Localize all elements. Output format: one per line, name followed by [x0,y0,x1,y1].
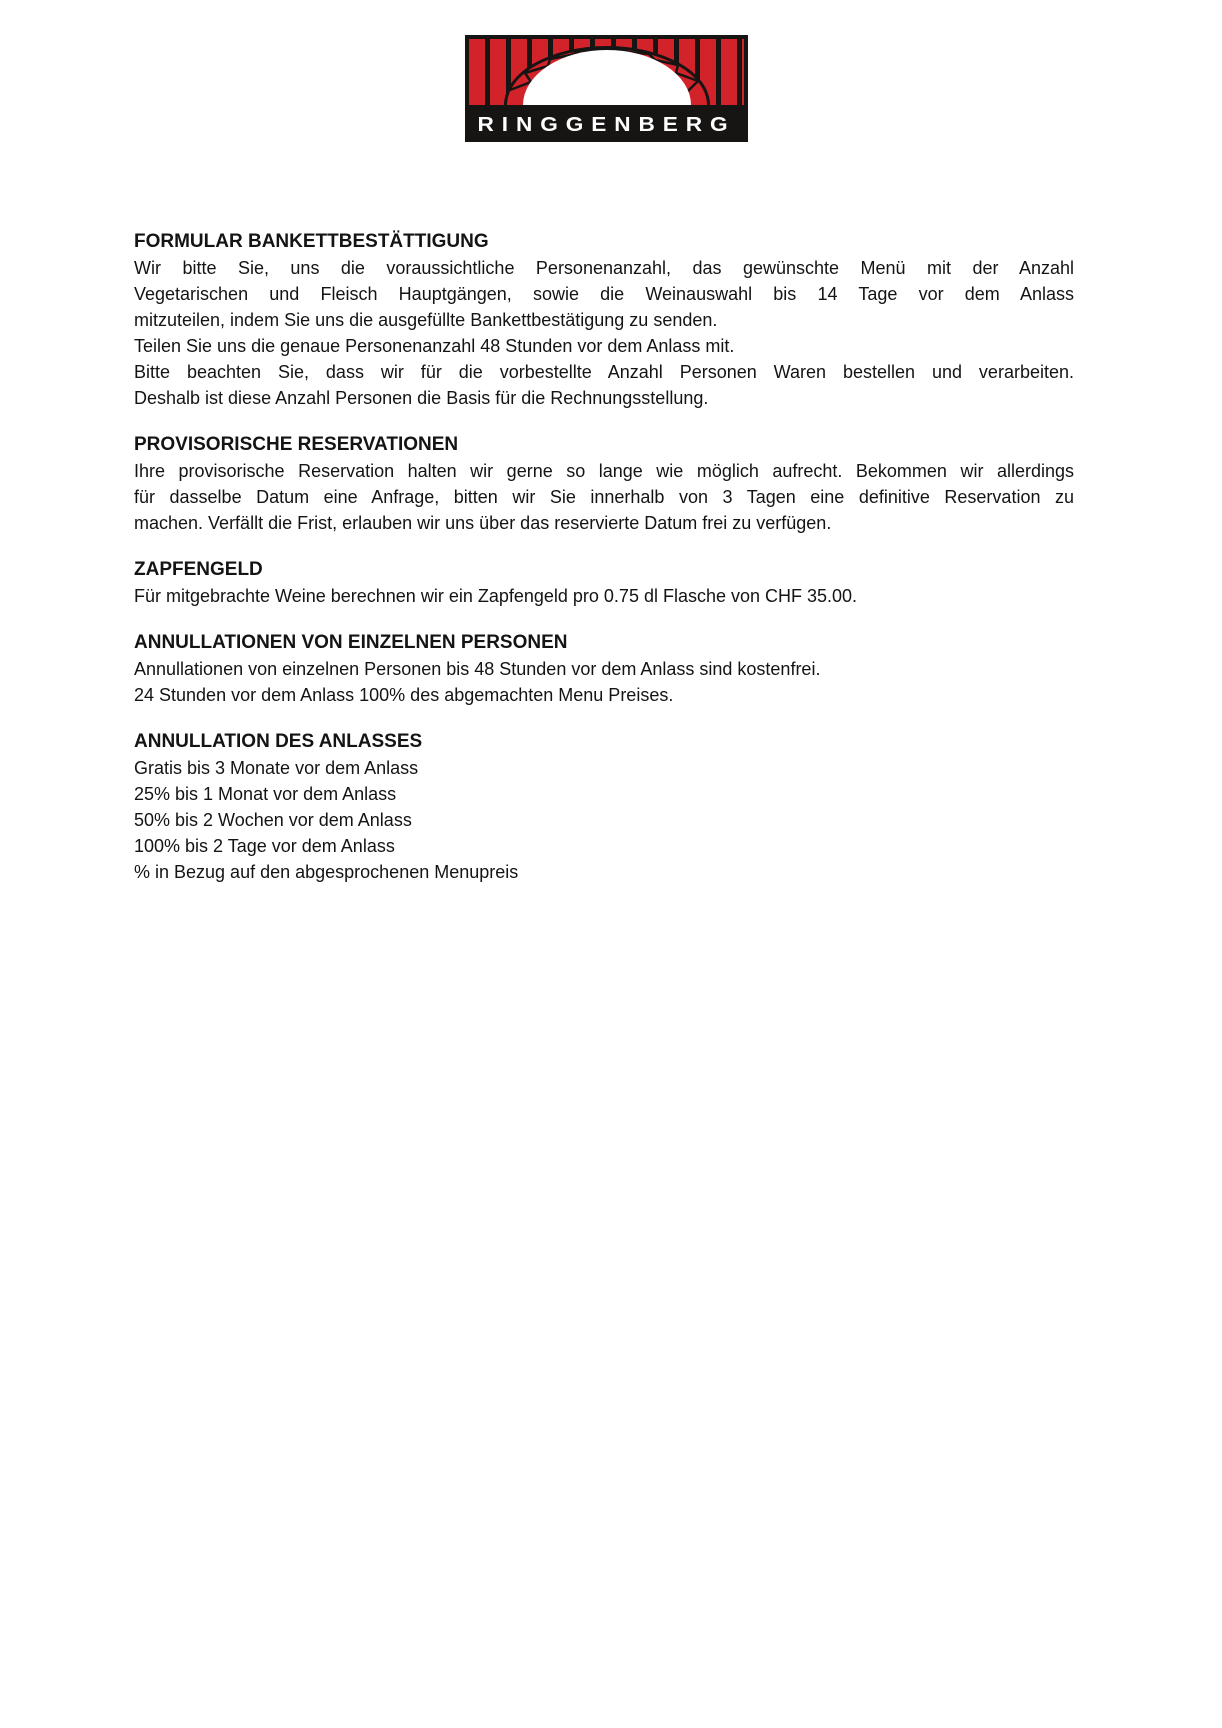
text-line: 100% bis 2 Tage vor dem Anlass [134,836,395,856]
section-zapfengeld [134,557,1074,609]
text-line: Teilen Sie uns die genaue Personenanzahl 48 Stunden vor dem Anlass mit. [134,336,735,356]
text-line: Annullationen von einzelnen Personen bis 48 Stunden vor dem Anlass sind kostenfrei. [134,659,821,679]
text-line: mitzuteilen, indem Sie uns die ausgefüllte Bankettbestätigung zu senden. [134,310,718,330]
text-line: Deshalb ist diese Anzahl Personen die Basis für die Rechnungsstellung. [134,388,709,408]
section-heading: PROVISORISCHE RESERVATIONEN [134,434,459,455]
section-annullation-des-anlasses [134,729,1074,885]
text-line: machen. Verfällt die Frist, erlauben wir uns über das reservierte Datum frei zu verfügen. [134,513,832,533]
text-line: 25% bis 1 Monat vor dem Anlass [134,784,397,804]
section-annullationen-einzelne-personen [134,630,1074,708]
section-formular-bankettbestaettigung [134,229,1074,411]
text-line: Gratis bis 3 Monate vor dem Anlass [134,758,419,778]
text-line: Vegetarischen und Fleisch Hauptgängen, sowie die Weinauswahl bis 14 Tage vor dem Anlass [134,284,1074,304]
ringgenberg-bridge-logo [465,35,748,142]
text-line: Wir bitte Sie, uns die voraussichtliche Personenanzahl, das gewünschte Menü mit der Anzahl [134,258,1074,278]
section-heading: ZAPFENGELD [134,559,263,580]
logo-container [0,0,1222,142]
text-line: 24 Stunden vor dem Anlass 100% des abgemachten Menu Preises. [134,685,674,705]
text-line: % in Bezug auf den abgesprochenen Menupreis [134,862,519,882]
section-heading: ANNULLATION DES ANLASSES [134,731,423,752]
text-line: 50% bis 2 Wochen vor dem Anlass [134,810,412,830]
text-line: für dasselbe Datum eine Anfrage, bitten wir Sie innerhalb von 3 Tagen eine definitive Reservation zu [134,487,1074,507]
section-heading: FORMULAR BANKETTBESTÄTTIGUNG [134,231,489,252]
section-provisorische-reservationen [134,432,1074,536]
text-line: Bitte beachten Sie, dass wir für die vorbestellte Anzahl Personen Waren bestellen und verarbeiten. [134,362,1074,382]
text-line: Ihre provisorische Reservation halten wir gerne so lange wie möglich aufrecht. Bekommen wir allerdings [134,461,1074,481]
document-body [134,229,1074,885]
text-line: Für mitgebrachte Weine berechnen wir ein Zapfengeld pro 0.75 dl Flasche von CHF 35.00. [134,586,858,606]
logo-wordmark: RINGGENBERG [477,114,735,136]
section-heading: ANNULLATIONEN VON EINZELNEN PERSONEN [134,632,568,653]
